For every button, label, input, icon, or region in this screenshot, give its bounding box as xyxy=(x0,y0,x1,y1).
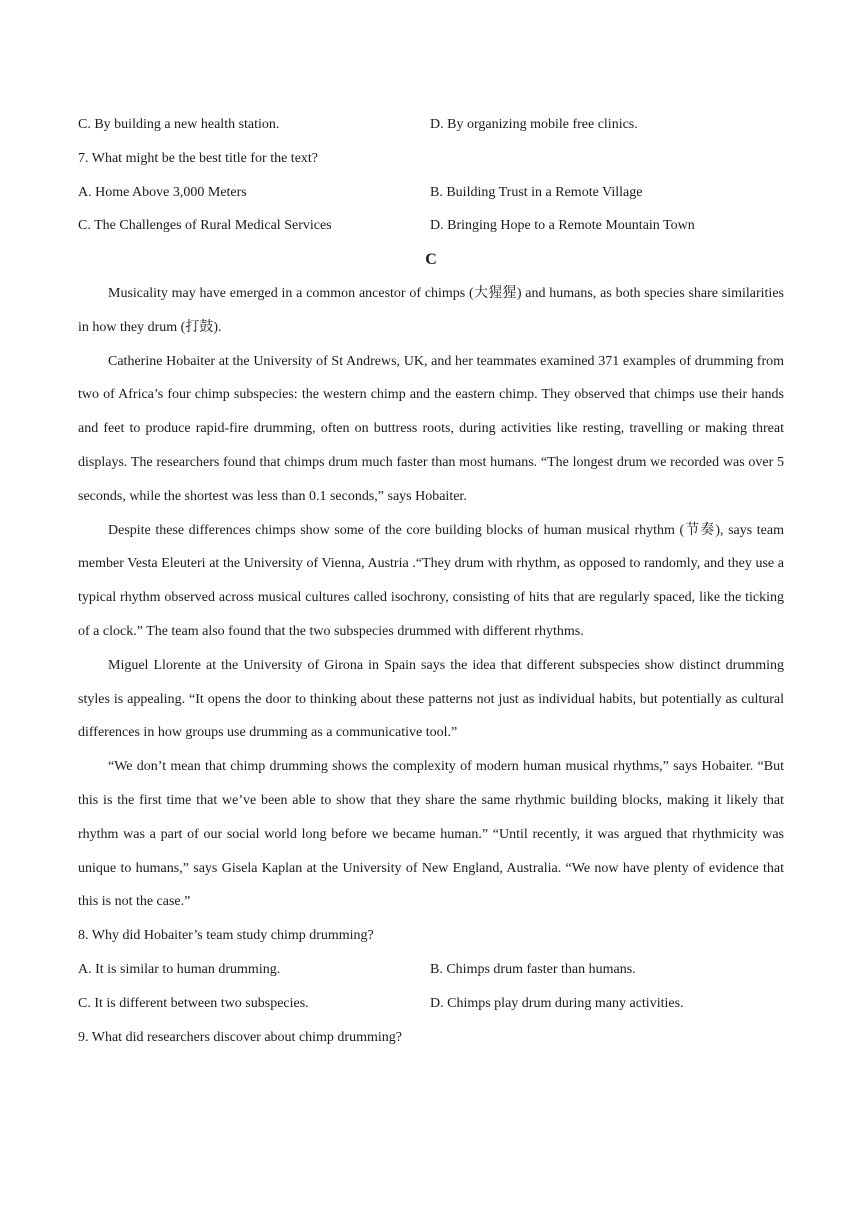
q7-options-row-ab xyxy=(78,176,784,210)
paragraph-4: Miguel Llorente at the University of Girona in Spain says the idea that different subspecies show distinct drumming styles is appealing. “It opens the door to thinking about these patterns not just as individual habits, but potentially as cultural differences in how groups use drumming as a communicative tool.” xyxy=(78,657,784,741)
q6-option-d[interactable]: D. By organizing mobile free clinics. xyxy=(430,117,638,132)
q8-options-row-ab xyxy=(78,953,784,987)
q7-question: 7. What might be the best title for the text? xyxy=(78,150,319,166)
section-title: C xyxy=(425,251,437,269)
paragraph-1: Musicality may have emerged in a common ancestor of chimps (大猩猩) and humans, as both species share similarities in how they drum (打鼓). xyxy=(78,285,784,335)
q7-options-row-cd xyxy=(78,209,784,243)
q7-option-a[interactable]: A. Home Above 3,000 Meters xyxy=(78,184,247,200)
q9-question: 9. What did researchers discover about chimp drumming? xyxy=(78,1029,402,1045)
q7-option-d[interactable]: D. Bringing Hope to a Remote Mountain Town xyxy=(430,218,695,234)
paragraph-3: Despite these differences chimps show some of the core building blocks of human musical rhythm (节奏), says team member Vesta Eleuteri at the University of Vienna, Austria .“They drum with rhythm, as opposed to randomly, and they use a typical rhythm observed across musical cultures called isochrony, consisting of hits that are regularly spaced, like the ticking of a clock.” The team also found that the two subspecies drummed with different rhythms. xyxy=(78,522,784,639)
q8-option-a[interactable]: A. It is similar to human drumming. xyxy=(78,961,281,977)
q8-option-c[interactable]: C. It is different between two subspecies. xyxy=(78,995,309,1011)
q8-option-d[interactable]: D. Chimps play drum during many activities. xyxy=(430,995,684,1011)
q7-option-c[interactable]: C. The Challenges of Rural Medical Services xyxy=(78,218,332,234)
q7-option-b[interactable]: B. Building Trust in a Remote Village xyxy=(430,184,643,200)
q8-options-row-cd xyxy=(78,987,784,1021)
q8-question: 8. Why did Hobaiter’s team study chimp drumming? xyxy=(78,928,374,944)
paragraph-5: “We don’t mean that chimp drumming shows the complexity of modern human musical rhythms,” says Hobaiter. “But this is the first time that we’ve been able to show that they share the same rhythmic building blocks, making it likely that rhythm was a part of our social world long before we became human.” “Until recently, it was argued that rhythmicity was unique to humans,” says Gisela Kaplan at the University of New England, Australia. “We now have plenty of evidence that this is not the case.” xyxy=(78,759,784,910)
q6-option-c[interactable]: C. By building a new health station. xyxy=(78,117,280,132)
document-page xyxy=(78,108,784,1054)
paragraph-2: Catherine Hobaiter at the University of St Andrews, UK, and her teammates examined 371 examples of drumming from two of Africa’s four chimp subspecies: the western chimp and the eastern chimp. They observed that chimps use their hands and feet to produce rapid-fire drumming, often on buttress roots, during activities like resting, travelling or making threat displays. The researchers found that chimps drum much faster than most humans. “The longest drum we recorded was over 5 seconds, while the shortest was less than 0.1 seconds,” says Hobaiter. xyxy=(78,353,784,504)
q8-option-b[interactable]: B. Chimps drum faster than humans. xyxy=(430,961,636,977)
q6-options-row-cd xyxy=(78,108,784,142)
